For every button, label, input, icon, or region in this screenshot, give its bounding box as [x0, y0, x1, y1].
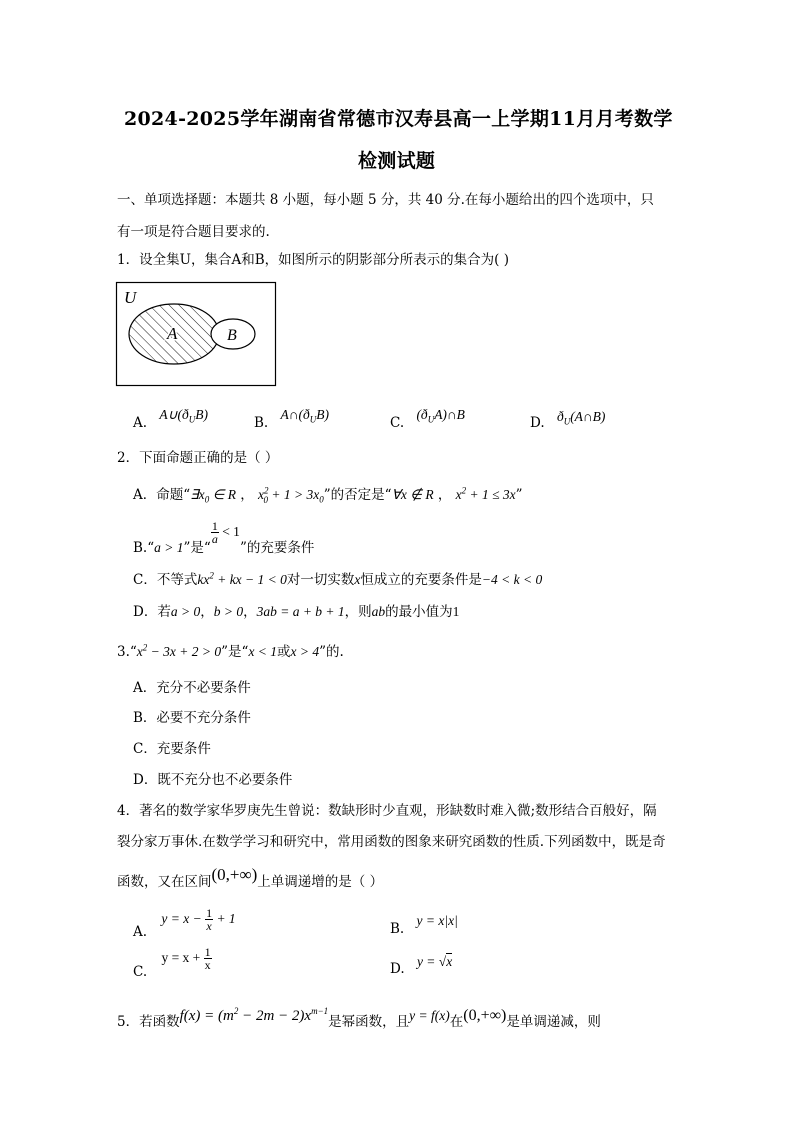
q2-option-c[interactable]: C．不等式$kx^2$ + kx − 1 < 0对一切实数x恒成立的充要条件是−4 < k < 0	[133, 570, 543, 588]
q4-option-c[interactable]: C. y = x + $\frac{1}{x}$	[133, 945, 211, 980]
q1-stem: 1．设全集U，集合A和B，如图所示的阴影部分所表示的集合为( )	[117, 252, 509, 268]
q1-option-d[interactable]: D. $ð_U(A\cap B)$	[530, 409, 606, 431]
page-title-line2: 检测试题	[358, 150, 436, 172]
q4-option-d[interactable]: D. y = √x	[390, 954, 453, 977]
set-b-label: B	[227, 327, 237, 344]
section-header-line1: 一、单项选择题：本题共 8 小题，每小题 5 分，共 40 分.在每小题给出的四个选项中，只	[117, 192, 654, 208]
q3-option-c[interactable]: C．充要条件	[133, 741, 211, 757]
q2-option-a[interactable]: A．命题“$\exists x_0$ ∈ R ， $x^2_0 + 1 > 3x_0$”的否定是“∀x ∉ R ， $x^2 + 1 \le 3x$”	[133, 485, 523, 505]
q2-stem: 2．下面命题正确的是（ ）	[117, 450, 279, 466]
q3-stem: $3.“x^2 - 3x + 2 > 0$”是“x < 1或x > 4”的.	[117, 642, 344, 660]
q2-option-b[interactable]: B.“a > 1”是“ $\frac{1}{a}$ < 1”的充要条件	[133, 519, 315, 556]
venn-diagram	[115, 281, 279, 388]
q4-line1: 4．著名的数学家华罗庚先生曾说：数缺形时少直观，形缺数时难入微;数形结合百般好，隔	[117, 803, 657, 819]
q4-line3: 函数，又在区间(0,+∞)上单调递增的是（ ）	[117, 865, 384, 890]
q4-line2: 裂分家万事休.在数学学习和研究中，常用函数的图象来研究函数的性质.下列函数中，既是奇	[117, 834, 666, 850]
q1-option-c[interactable]: C. $(ð_UA)\cap B$	[390, 407, 465, 431]
q3-option-d[interactable]: D．既不充分也不必要条件	[133, 772, 293, 788]
q1-option-b[interactable]: B. $A\cap(ð_UB)$	[254, 407, 330, 431]
page-title: 2024-2025学年湖南省常德市汉寿县高一上学期11月月考数学	[124, 108, 673, 130]
q1-option-a[interactable]: A. $A\cup(ð_UB)$	[133, 407, 208, 431]
set-a-label: A	[167, 324, 178, 343]
q3-option-a[interactable]: A．充分不必要条件	[133, 680, 251, 696]
q4-option-b[interactable]: B. y = x|x|	[390, 913, 458, 937]
universe-label: U	[124, 288, 137, 307]
q2-option-d[interactable]: D．若a > 0，b > 0，3ab = a + b + 1，则ab的最小值为1	[133, 604, 460, 620]
q5-stem: 5．若函数$f(x) = (m^2 - 2m - 2)x^{m-1}$是幂函数，且y = f(x)在(0,+∞)是单调递减，则	[117, 1006, 601, 1030]
q4-option-a[interactable]: A. y = x − $\frac{1}{x}$ + 1	[133, 906, 236, 940]
section-header-line2: 有一项是符合题目要求的.	[117, 224, 270, 240]
q3-option-b[interactable]: B．必要不充分条件	[133, 710, 251, 726]
